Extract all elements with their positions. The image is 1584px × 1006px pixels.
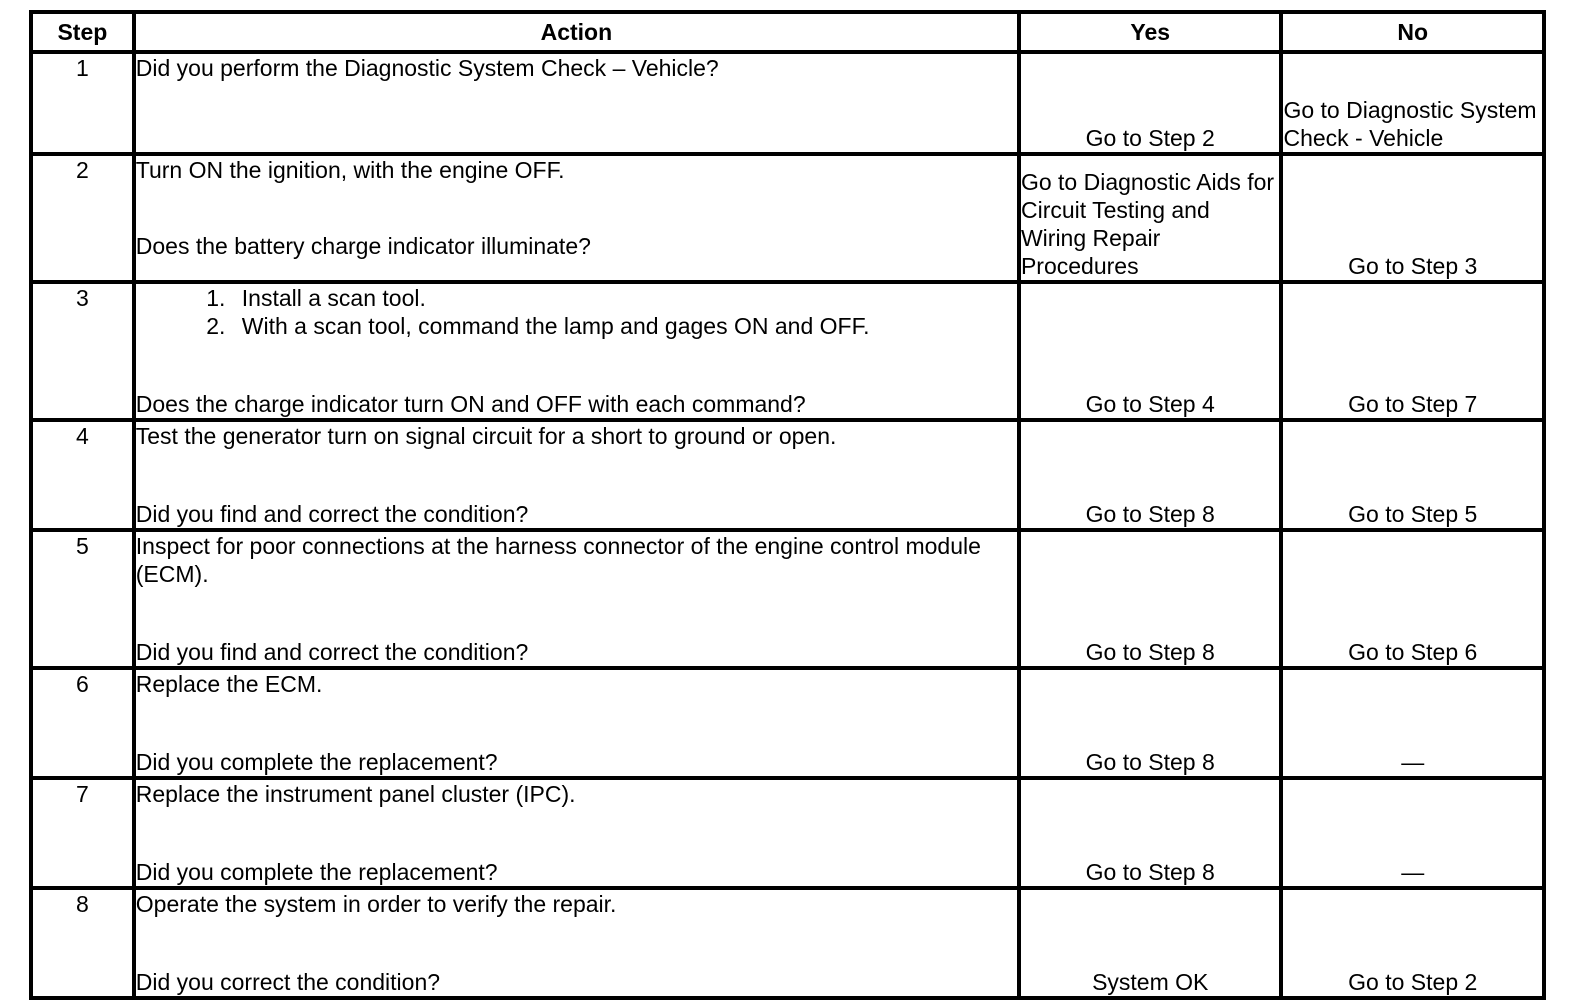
diagnostic-table <box>29 10 1546 1000</box>
step-number: 5 <box>31 530 134 668</box>
yes-text: System OK <box>1092 969 1209 995</box>
header-no: No <box>1281 12 1544 52</box>
no-cell <box>1281 282 1544 420</box>
action-text: Test the generator turn on signal circuit for a short to ground or open. <box>135 423 837 449</box>
table-row <box>31 530 1544 668</box>
no-text: Go to Diagnostic System Check - Vehicle <box>1283 97 1537 151</box>
no-cell <box>1281 530 1544 668</box>
question-text: Does the charge indicator turn ON and OFF with each command? <box>135 391 806 417</box>
step-number: 2 <box>31 154 134 282</box>
no-cell <box>1281 52 1544 154</box>
no-cell <box>1281 420 1544 530</box>
no-cell <box>1281 154 1544 282</box>
table-row <box>31 420 1544 530</box>
no-text: Go to Step 3 <box>1348 253 1478 279</box>
no-text: Go to Step 2 <box>1348 969 1478 995</box>
table-row <box>31 52 1544 154</box>
action-cell <box>134 52 1019 154</box>
header-yes: Yes <box>1019 12 1282 52</box>
table-row <box>31 282 1544 420</box>
table-row <box>31 778 1544 888</box>
header-step: Step <box>31 12 134 52</box>
step-number: 1 <box>31 52 134 154</box>
substep-item: 2. With a scan tool, command the lamp and gages ON and OFF. <box>232 312 1017 340</box>
action-cell <box>134 282 1019 420</box>
table-row <box>31 668 1544 778</box>
no-cell <box>1281 888 1544 998</box>
step-number: 7 <box>31 778 134 888</box>
table-row <box>31 154 1544 282</box>
yes-cell <box>1019 420 1282 530</box>
action-text: Inspect for poor connections at the harness connector of the engine control module (ECM). <box>135 533 981 587</box>
yes-text: Go to Diagnostic Aids for Circuit Testing and Wiring Repair Procedures <box>1020 169 1275 279</box>
yes-cell <box>1019 52 1282 154</box>
action-text: Turn ON the ignition, with the engine OFF. <box>135 157 565 183</box>
yes-text: Go to Step 8 <box>1085 639 1215 665</box>
yes-text: Go to Step 2 <box>1085 125 1215 151</box>
action-cell <box>134 668 1019 778</box>
substep-item: 1. Install a scan tool. <box>232 284 1017 312</box>
yes-cell <box>1019 668 1282 778</box>
yes-cell <box>1019 778 1282 888</box>
yes-cell <box>1019 888 1282 998</box>
no-text: — <box>1401 749 1425 775</box>
no-cell <box>1281 668 1544 778</box>
action-cell <box>134 154 1019 282</box>
action-cell <box>134 420 1019 530</box>
yes-cell <box>1019 282 1282 420</box>
substep-list <box>136 284 1017 340</box>
step-number: 4 <box>31 420 134 530</box>
no-text: — <box>1401 859 1425 885</box>
step-number: 8 <box>31 888 134 998</box>
question-text: Did you complete the replacement? <box>135 749 498 775</box>
no-text: Go to Step 6 <box>1348 639 1478 665</box>
question-text: Did you find and correct the condition? <box>135 639 529 665</box>
yes-text: Go to Step 8 <box>1085 501 1215 527</box>
question-text: Did you complete the replacement? <box>135 859 498 885</box>
header-action: Action <box>134 12 1019 52</box>
table-row <box>31 888 1544 998</box>
action-text: Did you perform the Diagnostic System Check – Vehicle? <box>135 55 719 81</box>
yes-text: Go to Step 4 <box>1085 391 1215 417</box>
action-cell <box>134 530 1019 668</box>
no-cell <box>1281 778 1544 888</box>
action-cell <box>134 778 1019 888</box>
no-text: Go to Step 5 <box>1348 501 1478 527</box>
question-text: Did you correct the condition? <box>135 969 441 995</box>
action-text: Operate the system in order to verify the repair. <box>135 891 617 917</box>
yes-cell <box>1019 530 1282 668</box>
yes-cell <box>1019 154 1282 282</box>
yes-text: Go to Step 8 <box>1085 749 1215 775</box>
question-text: Does the battery charge indicator illuminate? <box>135 233 591 259</box>
header-row <box>31 12 1544 52</box>
action-cell <box>134 888 1019 998</box>
question-text: Did you find and correct the condition? <box>135 501 529 527</box>
step-number: 3 <box>31 282 134 420</box>
yes-text: Go to Step 8 <box>1085 859 1215 885</box>
action-text: Replace the ECM. <box>135 671 323 697</box>
no-text: Go to Step 7 <box>1348 391 1478 417</box>
step-number: 6 <box>31 668 134 778</box>
action-text: Replace the instrument panel cluster (IPC). <box>135 781 576 807</box>
